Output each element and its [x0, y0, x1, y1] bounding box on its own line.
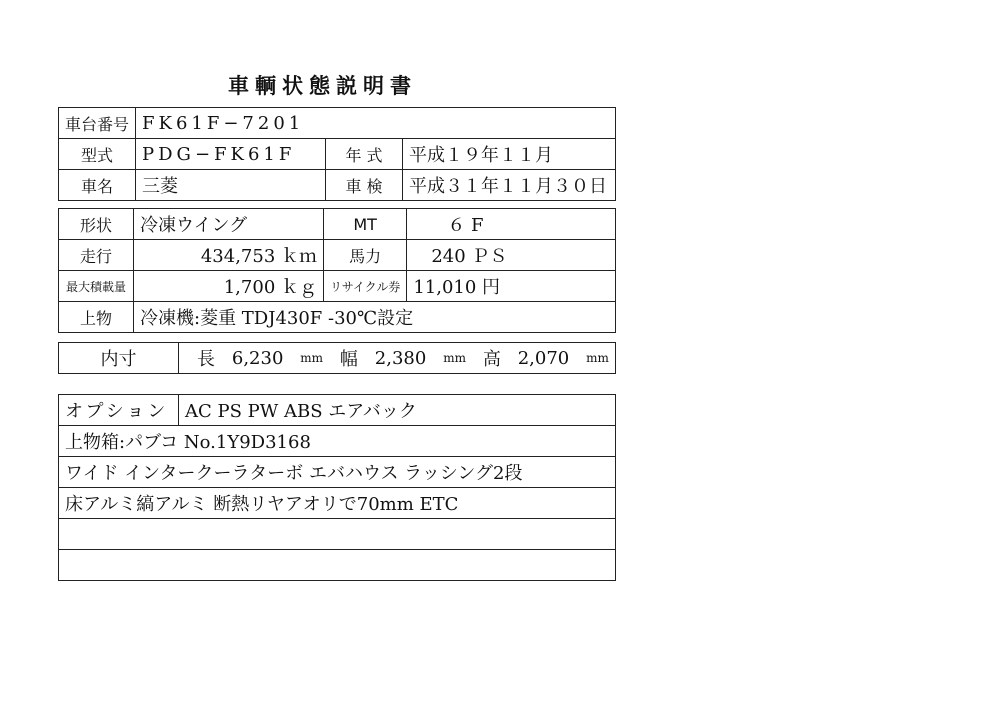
- table-row: [59, 170, 616, 201]
- year-value: 平成１９年１１月: [403, 139, 616, 170]
- options-line: [59, 550, 616, 581]
- table-row: [59, 426, 616, 457]
- table-row: [59, 550, 616, 581]
- dimensions-label: 内寸: [59, 343, 179, 374]
- body-value: 冷凍機:菱重 TDJ430F -30℃設定: [134, 302, 616, 333]
- year-label: 年 式: [326, 139, 403, 170]
- table-row: [59, 240, 616, 271]
- length-value: 6,230: [231, 347, 284, 369]
- width-label: 幅: [339, 349, 358, 370]
- mileage-value: 434,753 ｋｍ: [134, 240, 324, 271]
- chassis-label: 車台番号: [59, 108, 136, 139]
- document-title: 車輌状態説明書: [228, 74, 417, 98]
- options-table: [58, 394, 616, 581]
- vehicle-info-table: [58, 107, 616, 201]
- table-row: [59, 139, 616, 170]
- table-row: [59, 302, 616, 333]
- dimensions-values: [179, 343, 616, 374]
- height-unit: mm: [586, 351, 609, 365]
- inspection-value: 平成３１年１１月３０日: [403, 170, 616, 201]
- chassis-value: FK61F−7201: [136, 108, 616, 139]
- options-line: ワイド インタークーラターボ エバハウス ラッシング2段: [59, 457, 616, 488]
- table-row: [59, 395, 616, 426]
- mt-value: ６ F: [407, 209, 616, 240]
- recycle-value: 11,010 円: [407, 271, 616, 302]
- table-row: [59, 488, 616, 519]
- recycle-label: リサイクル券: [324, 271, 407, 302]
- table-row: [59, 108, 616, 139]
- options-value: AC PS PW ABS エアバック: [179, 395, 616, 426]
- width-value: 2,380: [374, 347, 427, 369]
- name-value: 三菱: [136, 170, 326, 201]
- shape-label: 形状: [59, 209, 134, 240]
- name-label: 車名: [59, 170, 136, 201]
- specs-table: [58, 208, 616, 333]
- power-label: 馬力: [324, 240, 407, 271]
- options-label: オプション: [59, 395, 179, 426]
- length-label: 長: [197, 349, 215, 370]
- table-row: [59, 519, 616, 550]
- capacity-label: 最大積載量: [59, 271, 134, 302]
- mt-label: MT: [324, 209, 407, 240]
- width-unit: mm: [443, 351, 466, 365]
- length-unit: mm: [300, 351, 324, 365]
- options-line: 床アルミ縞アルミ 断熱リヤアオリで70mm ETC: [59, 488, 616, 519]
- body-label: 上物: [59, 302, 134, 333]
- shape-value: 冷凍ウイング: [134, 209, 324, 240]
- inspection-label: 車 検: [326, 170, 403, 201]
- power-value: 240 ＰＳ: [407, 240, 616, 271]
- table-row: [59, 457, 616, 488]
- mileage-label: 走行: [59, 240, 134, 271]
- height-value: 2,070: [517, 347, 570, 369]
- capacity-value: 1,700 ｋｇ: [134, 271, 324, 302]
- table-row: [59, 271, 616, 302]
- model-value: PDG−FK61F: [136, 139, 326, 170]
- table-row: [59, 343, 616, 374]
- model-label: 型式: [59, 139, 136, 170]
- options-line: 上物箱:パブコ No.1Y9D3168: [59, 426, 616, 457]
- table-row: [59, 209, 616, 240]
- height-label: 高: [482, 349, 501, 370]
- options-line: [59, 519, 616, 550]
- dimensions-table: [58, 342, 616, 374]
